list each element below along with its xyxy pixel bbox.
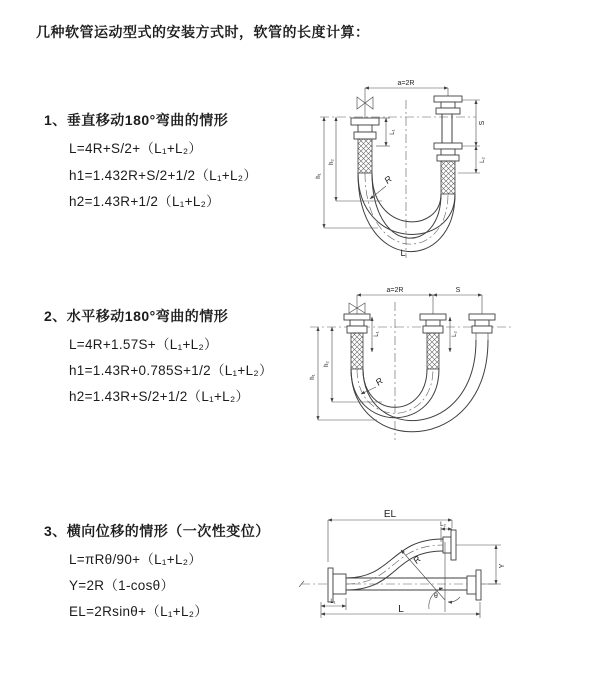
hose-curves <box>351 340 488 432</box>
hose-curves <box>358 173 455 252</box>
dim-label-radius: R <box>382 173 394 186</box>
dim-label-radius: R <box>373 375 385 388</box>
section-3-formula-L: L=πRθ/90+（L₁+L₂） <box>69 552 203 567</box>
section-1-formula-h1: h1=1.432R+S/2+1/2（L₁+L₂） <box>69 168 258 183</box>
page-title: 几种软管运动型式的安装方式时，软管的长度计算： <box>36 24 370 40</box>
right-fitting-displaced <box>469 295 495 340</box>
dim-label-span: a=2R <box>386 287 404 294</box>
section-1-formula-h2: h2=1.43R+1/2（L₁+L₂） <box>69 194 220 209</box>
right-fitting <box>434 88 462 194</box>
displaced-hose <box>346 530 456 590</box>
dim-label-offset: Y <box>499 563 506 569</box>
section-3-formula-EL: EL=2Rsinθ+（L₁+L₂） <box>69 604 209 619</box>
dim-label-h1: h₁ <box>310 374 316 380</box>
section-2-heading: 2、水平移动180°弯曲的情形 <box>44 308 229 324</box>
section-3-formula-Y: Y=2R（1-cosθ） <box>69 578 175 593</box>
dim-label-h2: h₂ <box>324 361 330 367</box>
dim-label-h1: h₁ <box>316 173 322 179</box>
dim-label-angle: θ <box>434 593 438 600</box>
dimensions <box>321 509 506 618</box>
left-fitting <box>351 88 379 173</box>
dim-label-el: EL <box>383 509 397 520</box>
dim-label-fit-right: L₂ <box>480 157 486 163</box>
dimensions <box>316 80 486 258</box>
dim-label-fit-left: L₁ <box>330 599 336 605</box>
dim-label-span: a=2R <box>397 80 415 87</box>
diagram-lateral-displacement <box>293 502 600 644</box>
middle-fitting <box>420 295 446 369</box>
section-1-heading: 1、垂直移动180°弯曲的情形 <box>44 112 229 128</box>
dim-label-radius: R <box>411 554 423 566</box>
section-1-formula-L: L=4R+S/2+（L₁+L₂） <box>69 141 203 156</box>
dim-label-fit-top: L₂ <box>440 522 446 528</box>
straight-pipe <box>328 568 481 602</box>
section-2-formula-h1: h1=1.43R+0.785S+1/2（L₁+L₂） <box>69 363 273 378</box>
diagram-horizontal-180-bend <box>302 282 600 454</box>
dim-label-h2: h₂ <box>329 159 335 165</box>
dim-label-fit-right: L₂ <box>452 331 458 337</box>
dim-label-length: L <box>400 248 406 258</box>
section-3-heading: 3、横向位移的情形（一次性变位） <box>44 523 270 539</box>
dim-label-fit-left: L₁ <box>390 129 396 135</box>
section-2-formula-L: L=4R+1.57S+（L₁+L₂） <box>69 337 218 352</box>
section-2-formula-h2: h2=1.43R+S/2+1/2（L₁+L₂） <box>69 389 250 404</box>
left-fitting <box>344 295 370 369</box>
dim-label-fit-left: L₁ <box>374 331 380 337</box>
diagram-vertical-180-bend <box>306 76 598 262</box>
dim-label-length: L <box>398 604 404 615</box>
dim-label-travel: S <box>455 287 461 294</box>
dim-label-travel: S <box>479 120 486 126</box>
